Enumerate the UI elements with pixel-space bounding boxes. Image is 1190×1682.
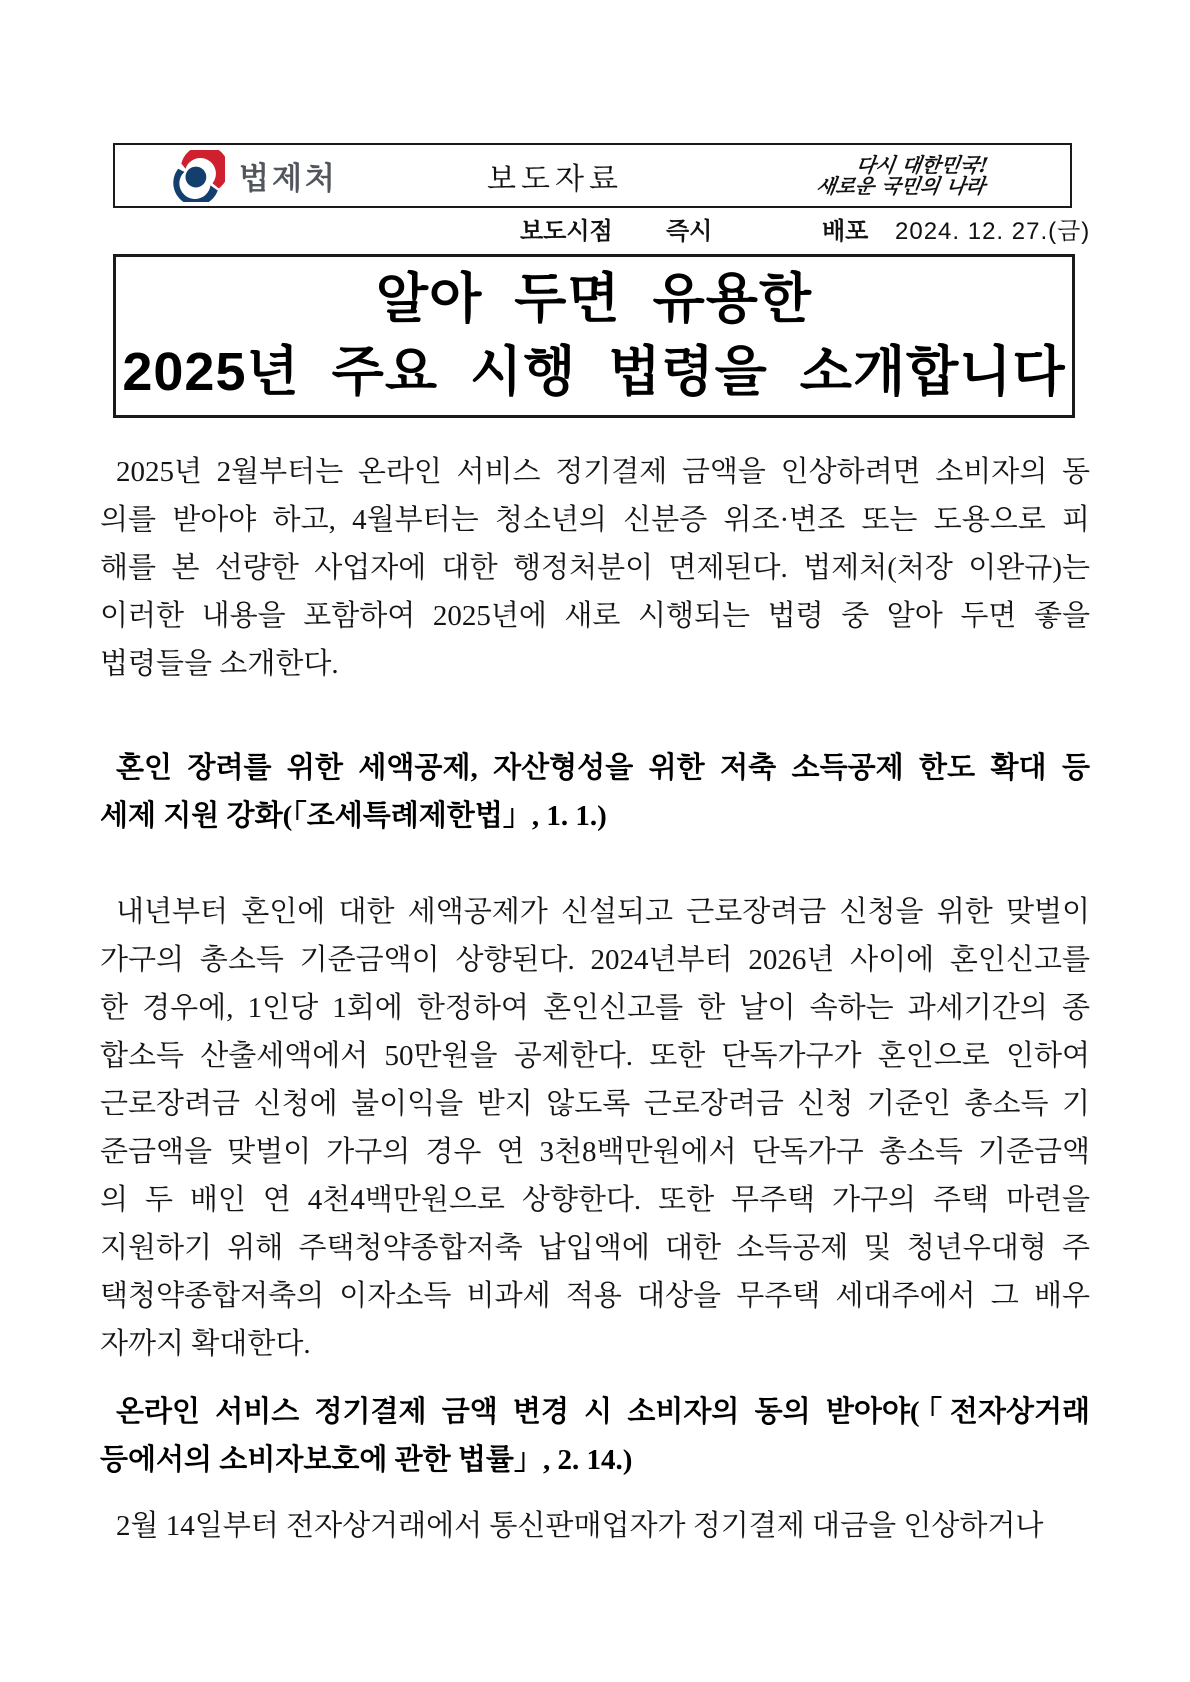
text-line: 2월 14일부터 전자상거래에서 통신판매업자가 정기결제 대금을 인상하거나 — [116, 1510, 1044, 1542]
headline-box — [113, 254, 1075, 418]
distribution-date: 2024. 12. 27.(금) — [895, 218, 1091, 245]
text-line: 온라인 서비스 정기결제 금액 변경 시 소비자의 동의 받아야(「전자상거래 — [116, 1396, 1090, 1428]
distribution-label: 배포 — [822, 218, 869, 245]
text-line: 근로장려금 신청에 불이익을 받지 않도록 근로장려금 신청 기준인 총소득 기 — [100, 1088, 1090, 1120]
slogan-line-2: 새로운 국민의 나라 — [814, 173, 987, 198]
text-line: 합소득 산출세액에서 50만원을 공제한다. 또한 단독가구가 혼인으로 인하여 — [100, 1040, 1090, 1072]
agency-brand — [173, 145, 338, 206]
section-heading-tax-support — [100, 744, 1090, 840]
release-time-label: 보도시점 — [520, 218, 613, 245]
doc-type-label: 보도자료 — [487, 162, 623, 196]
release-time-value: 즉시 — [666, 218, 713, 245]
section-heading-ecommerce — [100, 1388, 1090, 1484]
text-line: 의 두 배인 연 4천4백만원으로 상향한다. 또한 무주택 가구의 주택 마련을 — [100, 1184, 1090, 1216]
headline-line-2: 2025년 주요 시행 법령을 소개합니다 — [122, 342, 1066, 402]
text-line: 가구의 총소득 기준금액이 상향된다. 2024년부터 2026년 사이에 혼인신고를 — [100, 944, 1090, 976]
letterhead — [113, 143, 1072, 208]
text-line: 이러한 내용을 포함하여 2025년에 새로 시행되는 법령 중 알아 두면 좋을 — [100, 600, 1090, 632]
government-slogan — [813, 145, 990, 206]
text-line: 자까지 확대한다. — [100, 1328, 311, 1360]
release-meta-row — [113, 211, 1091, 245]
slogan-line-1: 다시 대한민국! — [854, 152, 990, 177]
headline-line-1: 알아 두면 유용한 — [375, 269, 813, 329]
text-line: 법령들을 소개한다. — [100, 648, 339, 680]
paragraph-intro — [100, 448, 1090, 688]
text-line: 지원하기 위해 주택청약종합저축 납입액에 대한 소득공제 및 청년우대형 주 — [100, 1232, 1090, 1264]
text-line: 내년부터 혼인에 대한 세액공제가 신설되고 근로장려금 신청을 위한 맞벌이 — [116, 896, 1090, 928]
text-line: 2025년 2월부터는 온라인 서비스 정기결제 금액을 인상하려면 소비자의 동 — [116, 456, 1090, 488]
text-line: 한 경우에, 1인당 1회에 한정하여 혼인신고를 한 날이 속하는 과세기간의 종 — [100, 992, 1090, 1024]
document-body — [100, 448, 1090, 1550]
emblem-navy-core — [185, 166, 206, 187]
government-emblem-icon — [173, 150, 225, 202]
text-line: 세제 지원 강화(「조세특례제한법」, 1. 1.) — [100, 800, 607, 832]
text-line: 택청약종합저축의 이자소득 비과세 적용 대상을 무주택 세대주에서 그 배우 — [100, 1280, 1090, 1312]
agency-name: 법제처 — [239, 161, 338, 196]
text-line: 해를 본 선량한 사업자에 대한 행정처분이 면제된다. 법제처(처장 이완규)는 — [100, 552, 1090, 584]
text-line: 혼인 장려를 위한 세액공제, 자산형성을 위한 저축 소득공제 한도 확대 등 — [116, 752, 1090, 784]
text-line: 준금액을 맞벌이 가구의 경우 연 3천8백만원에서 단독가구 총소득 기준금액 — [100, 1136, 1090, 1168]
text-line: 의를 받아야 하고, 4월부터는 청소년의 신분증 위조·변조 또는 도용으로 피 — [100, 504, 1090, 536]
paragraph-ecommerce-detail — [100, 1502, 1090, 1550]
text-line: 등에서의 소비자보호에 관한 법률」, 2. 14.) — [100, 1444, 633, 1476]
paragraph-tax-detail — [100, 888, 1090, 1368]
